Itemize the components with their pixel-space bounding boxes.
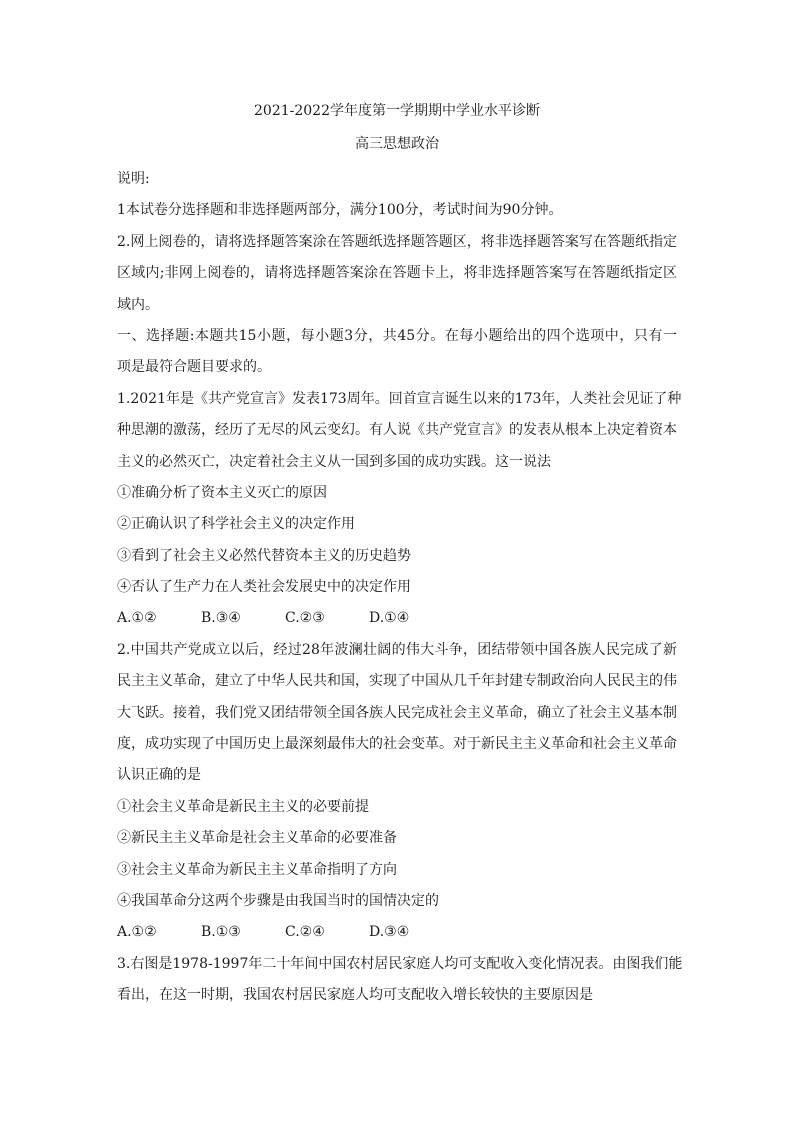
statement: ③看到了社会主义必然代替资本主义的历史趋势: [117, 547, 411, 564]
instruction-item-2-line: 域内。: [117, 296, 159, 313]
answer-options: [117, 917, 677, 948]
option-c: C.②③: [285, 610, 325, 627]
question-stem-line: 种思潮的激荡，经历了无尽的风云变幻。有人说《共产党宣言》的发表从根本上决定着资本: [117, 422, 677, 439]
instruction-item-1: 1本试卷分选择题和非选择题两部分，满分100分，考试时间为90分钟。: [117, 202, 563, 219]
option-a: A.①②: [117, 924, 157, 941]
question-stem-line: 民主主义革命，建立了中华人民共和国，实现了中国从几千年封建专制政治向人民民主的伟: [117, 673, 677, 690]
statement: ②正确认识了科学社会主义的决定作用: [117, 516, 355, 533]
instruction-item-2-line: 区域内;非网上阅卷的，请将选择题答案涂在答题卡上，将非选择题答案写在答题纸指定区: [117, 265, 677, 282]
statement: ③社会主义革命为新民主主义革命指明了方向: [117, 861, 397, 878]
question-stem-line: 看出，在这一时期，我国农村居民家庭人均可支配收入增长较快的主要原因是: [117, 987, 593, 1004]
option-c: C.②④: [285, 924, 325, 941]
section-heading-line: 一、选择题:本题共15小题，每小题3分，共45分。在每小题给出的四个选项中，只有一: [117, 327, 677, 344]
question-3: [117, 949, 683, 1012]
option-d: D.③④: [369, 924, 410, 941]
question-stem-line: 主义的必然灭亡，决定着社会主义从一国到多国的成功实践。这一说法: [117, 453, 551, 470]
statement: ④我国革命分这两个步骤是由我国当时的国情决定的: [117, 892, 439, 909]
section-heading-line: 项是最符合题目要求的。: [117, 359, 271, 376]
statement: ①准确分析了资本主义灭亡的原因: [117, 484, 327, 501]
exam-title: 2021-2022学年度第一学期期中学业水平诊断: [254, 103, 540, 119]
question-stem-line: 1.2021年是《共产党宣言》发表173周年。回首宣言诞生以来的173年，人类社会见证了种: [117, 390, 682, 407]
question-stem-line: 3.右图是1978-1997年二十年间中国农村居民家庭人均可支配收入变化情况表。由图我们能: [117, 955, 683, 972]
answer-options: [117, 603, 677, 634]
statement: ②新民主主义革命是社会主义革命的必要准备: [117, 830, 397, 847]
option-a: A.①②: [117, 610, 157, 627]
option-b: B.③④: [201, 610, 241, 627]
instructions-label: 说明:: [117, 171, 150, 187]
question-2: [117, 635, 677, 949]
subject-title: 高三思想政治: [355, 136, 439, 152]
question-stem-line: 度，成功实现了中国历史上最深刻最伟大的社会变革。对于新民主主义革命和社会主义革命: [117, 736, 677, 753]
option-b: B.①③: [201, 924, 241, 941]
exam-content: [117, 164, 683, 1012]
statement: ①社会主义革命是新民主主义的必要前提: [117, 798, 369, 815]
option-d: D.①④: [369, 610, 410, 627]
statement: ④否认了生产力在人类社会发展史中的决定作用: [117, 579, 411, 596]
question-stem-line: 认识正确的是: [117, 767, 201, 784]
question-1: [117, 384, 682, 635]
instruction-item-2-line: 2.网上阅卷的，请将选择题答案涂在答题纸选择题答题区，将非选择题答案写在答题纸指定: [117, 233, 677, 250]
question-stem-line: 大飞跃。接着，我们党又团结带领全国各族人民完成社会主义革命，确立了社会主义基本制: [117, 704, 677, 721]
question-stem-line: 2.中国共产党成立以后，经过28年波澜壮阔的伟大斗争，团结带领中国各族人民完成了新: [117, 641, 677, 658]
